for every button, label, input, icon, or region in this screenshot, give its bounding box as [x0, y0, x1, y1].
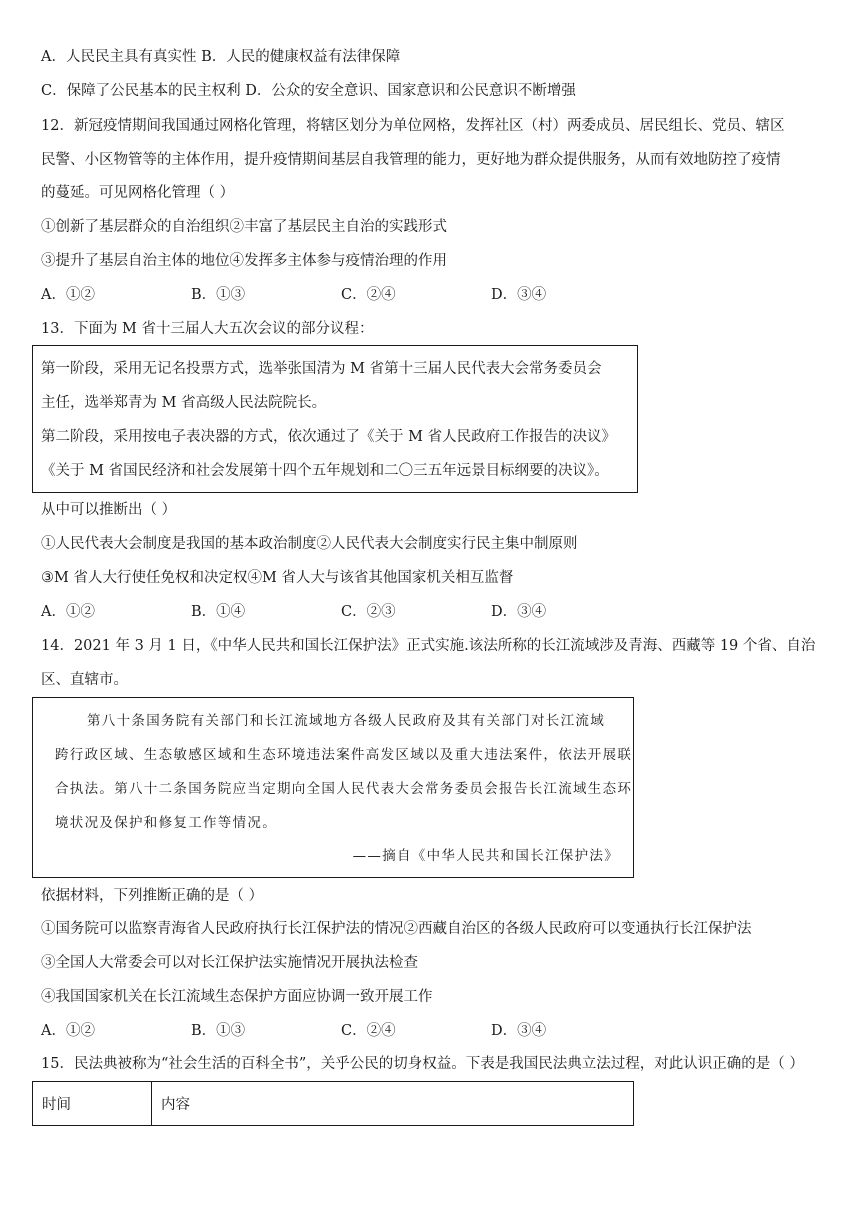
q13-option-d[interactable]: D．③④ [491, 604, 547, 620]
q13-option-a[interactable]: A．①② [41, 604, 95, 620]
q13-question: 从中可以推断出（ ） [41, 502, 177, 518]
q12-statement-1: ①创新了基层群众的自治组织②丰富了基层民主自治的实践形式 [41, 219, 447, 235]
q14-box-line-1: 第八十条国务院有关部门和长江流域地方各级人民政府及其有关部门对长江流域 [87, 713, 605, 729]
q15-legislation-table [32, 1081, 634, 1126]
table-header-row [33, 1082, 634, 1126]
q13-material-box [32, 345, 638, 493]
q14-option-a[interactable]: A．①② [41, 1023, 95, 1039]
q13-stem: 13．下面为 M 省十三届人大五次会议的部分议程： [41, 321, 374, 337]
q14-law-excerpt-box [32, 697, 634, 878]
q12-option-d[interactable]: D．③④ [491, 287, 547, 303]
q14-source: ——摘自《中华人民共和国长江保护法》 [352, 848, 619, 864]
q13-option-c[interactable]: C．②③ [341, 604, 396, 620]
q12-stem-line-1: 12．新冠疫情期间我国通过网格化管理，将辖区划分为单位网格，发挥社区（村）两委成员、居民组长、党员、辖区 [41, 118, 785, 134]
q14-option-b[interactable]: B．①③ [191, 1023, 246, 1039]
table-header-content: 内容 [152, 1082, 634, 1126]
q12-stem-line-3: 的蔓延。可见网格化管理（ ） [41, 185, 235, 201]
q12-option-a[interactable]: A．①② [41, 287, 95, 303]
q14-stem-line-1: 14．2021 年 3 月 1 日，《中华人民共和国长江保护法》正式实施.该法所称的长江流域涉及青海、西藏等 19 个省、自治 [41, 638, 816, 654]
q14-statement-3: ④我国国家机关在长江流域生态保护方面应协调一致开展工作 [41, 989, 433, 1005]
q12-options [41, 285, 681, 305]
q14-option-d[interactable]: D．③④ [491, 1023, 547, 1039]
q12-statement-2: ③提升了基层自治主体的地位④发挥多主体参与疫情治理的作用 [41, 253, 447, 269]
q11-option-line-2: C．保障了公民基本的民主权利 D．公众的安全意识、国家意识和公民意识不断增强 [41, 83, 576, 99]
q14-stem-line-2: 区、直辖市。 [41, 672, 128, 688]
q14-box-line-2: 跨行政区域、生态敏感区域和生态环境违法案件高发区域以及重大违法案件，依法开展联 [55, 747, 633, 763]
q14-options [41, 1021, 681, 1041]
q12-option-c[interactable]: C．②④ [341, 287, 396, 303]
q14-statement-2: ③全国人大常委会可以对长江保护法实施情况开展执法检查 [41, 955, 418, 971]
q13-box-line-2: 主任，选举郑青为 M 省高级人民法院院长。 [41, 395, 327, 411]
q14-box-line-3: 合执法。第八十二条国务院应当定期向全国人民代表大会常务委员会报告长江流域生态环 [55, 781, 633, 797]
table-header-time: 时间 [33, 1082, 152, 1126]
q14-statement-1: ①国务院可以监察青海省人民政府执行长江保护法的情况②西藏自治区的各级人民政府可以变通执行长江保护法 [41, 921, 752, 937]
q14-question: 依据材料，下列推断正确的是（ ） [41, 888, 264, 904]
q13-option-b[interactable]: B．①④ [191, 604, 246, 620]
q15-stem: 15．民法典被称为“社会生活的百科全书”，关乎公民的切身权益。下表是我国民法典立法过程，对此认识正确的是（ ） [41, 1056, 804, 1072]
q13-statement-2: ③M 省人大行使任免权和决定权④M 省人大与该省其他国家机关相互监督 [41, 570, 514, 586]
q12-option-b[interactable]: B．①③ [191, 287, 246, 303]
q11-option-line-1: A．人民民主具有真实性 B．人民的健康权益有法律保障 [41, 49, 401, 65]
q14-box-line-4: 境状况及保护和修复工作等情况。 [55, 815, 277, 831]
q13-box-line-3: 第二阶段，采用按电子表决器的方式，依次通过了《关于 M 省人民政府工作报告的决议》 [41, 429, 617, 445]
q13-options [41, 602, 681, 622]
q13-box-line-1: 第一阶段，采用无记名投票方式，选举张国清为 M 省第十三届人民代表大会常务委员会 [41, 361, 602, 377]
q14-option-c[interactable]: C．②④ [341, 1023, 396, 1039]
q13-statement-1: ①人民代表大会制度是我国的基本政治制度②人民代表大会制度实行民主集中制原则 [41, 536, 578, 552]
q12-stem-line-2: 民警、小区物管等的主体作用，提升疫情期间基层自我管理的能力，更好地为群众提供服务，从而有效地防控了疫情 [41, 152, 781, 168]
q13-box-line-4: 《关于 M 省国民经济和社会发展第十四个五年规划和二〇三五年远景目标纲要的决议》。 [41, 463, 609, 479]
